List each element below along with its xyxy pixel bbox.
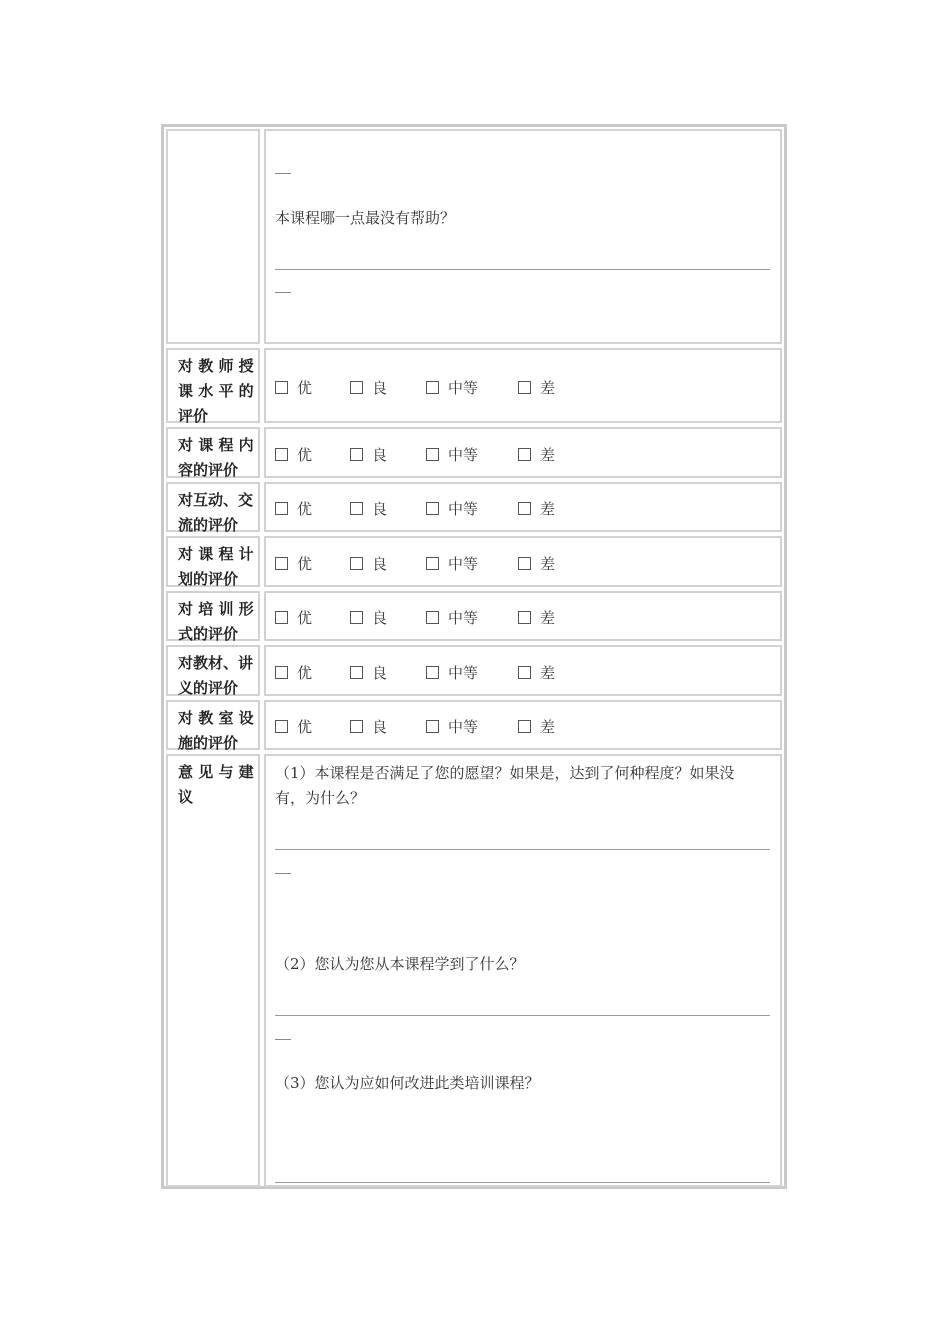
checkbox[interactable] <box>518 611 531 624</box>
rating-label-line1: 对 课 程 内 <box>178 436 254 454</box>
checkbox[interactable] <box>426 448 439 461</box>
suggestions-row <box>164 752 784 1189</box>
continuation-dash <box>275 1039 291 1040</box>
rating-row <box>164 425 784 480</box>
rating-option-label: 良 <box>372 718 388 736</box>
least-helpful-question: 本课程哪一点最没有帮助？ <box>275 209 456 227</box>
continuation-dash <box>275 292 291 293</box>
rating-option-label: 中等 <box>448 379 479 397</box>
rating-option-label: 差 <box>540 609 556 627</box>
rating-option[interactable] <box>350 607 387 628</box>
rating-options-cell <box>264 536 782 587</box>
rating-option-label: 良 <box>372 446 388 464</box>
checkbox[interactable] <box>275 448 288 461</box>
checkbox[interactable] <box>426 381 439 394</box>
checkbox[interactable] <box>350 381 363 394</box>
checkbox[interactable] <box>350 557 363 570</box>
suggestions-label-line2: 议 <box>178 788 194 806</box>
rating-option[interactable] <box>275 607 312 628</box>
continuation-dash <box>275 873 291 874</box>
rating-options-cell <box>264 427 782 478</box>
rating-option-label: 差 <box>540 555 556 573</box>
rating-option-label: 差 <box>540 500 556 518</box>
rating-label <box>166 591 260 641</box>
checkbox[interactable] <box>275 502 288 515</box>
rating-option[interactable] <box>350 377 387 398</box>
rating-row <box>164 643 784 698</box>
rating-option[interactable] <box>518 553 555 574</box>
top-answer-cell <box>264 129 782 344</box>
question-3: （3）您认为应如何改进此类培训课程？ <box>275 1074 540 1092</box>
rating-option-label: 中等 <box>448 500 479 518</box>
rating-options-cell <box>264 482 782 532</box>
rating-option-label: 良 <box>372 379 388 397</box>
rating-option-label: 良 <box>372 555 388 573</box>
checkbox[interactable] <box>426 720 439 733</box>
checkbox[interactable] <box>350 448 363 461</box>
rating-option-label: 优 <box>297 446 313 464</box>
question-1-line1: （1）本课程是否满足了您的愿望？如果是，达到了何种程度？如果没 <box>275 764 735 782</box>
checkbox[interactable] <box>518 666 531 679</box>
rating-label-line1: 对互动、交 <box>178 491 254 509</box>
checkbox[interactable] <box>275 720 288 733</box>
answer-line[interactable] <box>275 269 770 270</box>
answer-line-1[interactable] <box>275 849 770 850</box>
rating-option[interactable] <box>350 553 387 574</box>
rating-label <box>166 645 260 696</box>
checkbox[interactable] <box>426 611 439 624</box>
rating-option[interactable] <box>275 444 312 465</box>
rating-option-label: 优 <box>297 718 313 736</box>
rating-option-label: 良 <box>372 664 388 682</box>
rating-options-cell <box>264 591 782 641</box>
rating-label-line1: 对教材、讲 <box>178 654 254 672</box>
rating-label <box>166 348 260 423</box>
rating-option[interactable] <box>350 498 387 519</box>
rating-option[interactable] <box>518 607 555 628</box>
rating-option-label: 中等 <box>448 718 479 736</box>
rating-option-label: 优 <box>297 664 313 682</box>
rating-label-line1: 对 教 师 授 <box>178 357 254 375</box>
rating-option-label: 差 <box>540 379 556 397</box>
rating-label-line1: 对 培 训 形 <box>178 600 254 618</box>
rating-options-cell <box>264 348 782 423</box>
checkbox[interactable] <box>275 666 288 679</box>
rating-option[interactable] <box>426 553 478 574</box>
rating-option-label: 良 <box>372 609 388 627</box>
checkbox[interactable] <box>350 720 363 733</box>
rating-row <box>164 346 784 425</box>
rating-options-cell <box>264 645 782 696</box>
checkbox[interactable] <box>350 611 363 624</box>
checkbox[interactable] <box>275 611 288 624</box>
rating-label <box>166 536 260 587</box>
rating-option-label: 差 <box>540 664 556 682</box>
rating-label-line2: 容的评价 <box>178 461 239 479</box>
rating-option-label: 良 <box>372 500 388 518</box>
rating-option-label: 优 <box>297 609 313 627</box>
suggestions-label-line1: 意 见 与 建 <box>178 763 254 781</box>
rating-option[interactable] <box>518 377 555 398</box>
checkbox[interactable] <box>518 502 531 515</box>
checkbox[interactable] <box>518 381 531 394</box>
rating-label-line2: 施的评价 <box>178 734 239 752</box>
rating-option[interactable] <box>426 716 478 737</box>
rating-label <box>166 482 260 532</box>
rating-row <box>164 534 784 589</box>
rating-label-line2: 流的评价 <box>178 516 239 534</box>
rating-option[interactable] <box>518 498 555 519</box>
rating-option[interactable] <box>518 444 555 465</box>
rating-option[interactable] <box>426 662 478 683</box>
rating-option-label: 优 <box>297 555 313 573</box>
top-label-cell <box>166 129 260 344</box>
continuation-dash <box>275 173 291 174</box>
rating-option[interactable] <box>350 716 387 737</box>
checkbox[interactable] <box>518 557 531 570</box>
rating-option[interactable] <box>350 444 387 465</box>
rating-option[interactable] <box>275 553 312 574</box>
rating-option[interactable] <box>426 498 478 519</box>
checkbox[interactable] <box>275 381 288 394</box>
rating-option[interactable] <box>350 662 387 683</box>
answer-line-3[interactable] <box>275 1182 770 1183</box>
question-2: （2）您认为您从本课程学到了什么？ <box>275 955 525 973</box>
rating-option-label: 优 <box>297 379 313 397</box>
checkbox[interactable] <box>275 557 288 570</box>
rating-label-line3: 评价 <box>178 407 209 425</box>
top-feedback-row <box>164 127 784 346</box>
checkbox[interactable] <box>426 502 439 515</box>
rating-label-line2: 划的评价 <box>178 570 239 588</box>
rating-label <box>166 700 260 750</box>
rating-option-label: 中等 <box>448 609 479 627</box>
rating-option[interactable] <box>518 662 555 683</box>
rating-option[interactable] <box>275 662 312 683</box>
question-1-line2: 有，为什么？ <box>275 789 366 807</box>
rating-option[interactable] <box>426 377 478 398</box>
rating-label <box>166 427 260 478</box>
checkbox[interactable] <box>426 666 439 679</box>
rating-options-cell <box>264 700 782 750</box>
evaluation-form-table <box>161 124 787 1189</box>
rating-label-line1: 对 课 程 计 <box>178 545 254 563</box>
rating-option[interactable] <box>275 498 312 519</box>
checkbox[interactable] <box>350 666 363 679</box>
rating-option-label: 中等 <box>448 446 479 464</box>
rating-option-label: 优 <box>297 500 313 518</box>
rating-label-line2: 式的评价 <box>178 625 239 643</box>
checkbox[interactable] <box>426 557 439 570</box>
rating-option[interactable] <box>426 444 478 465</box>
rating-label-line2: 义的评价 <box>178 679 239 697</box>
rating-option-label: 差 <box>540 446 556 464</box>
rating-option-label: 中等 <box>448 555 479 573</box>
rating-option-label: 中等 <box>448 664 479 682</box>
checkbox[interactable] <box>518 448 531 461</box>
rating-row <box>164 480 784 534</box>
rating-option-label: 差 <box>540 718 556 736</box>
rating-label-line2: 课 水 平 的 <box>178 382 254 400</box>
checkbox[interactable] <box>518 720 531 733</box>
suggestions-label <box>166 754 260 1187</box>
rating-row <box>164 698 784 752</box>
rating-option[interactable] <box>518 716 555 737</box>
checkbox[interactable] <box>350 502 363 515</box>
suggestions-answer-cell <box>264 754 782 1187</box>
rating-option[interactable] <box>275 716 312 737</box>
answer-line-2[interactable] <box>275 1015 770 1016</box>
rating-option[interactable] <box>426 607 478 628</box>
rating-option[interactable] <box>275 377 312 398</box>
rating-label-line1: 对 教 室 设 <box>178 709 254 727</box>
rating-row <box>164 589 784 643</box>
